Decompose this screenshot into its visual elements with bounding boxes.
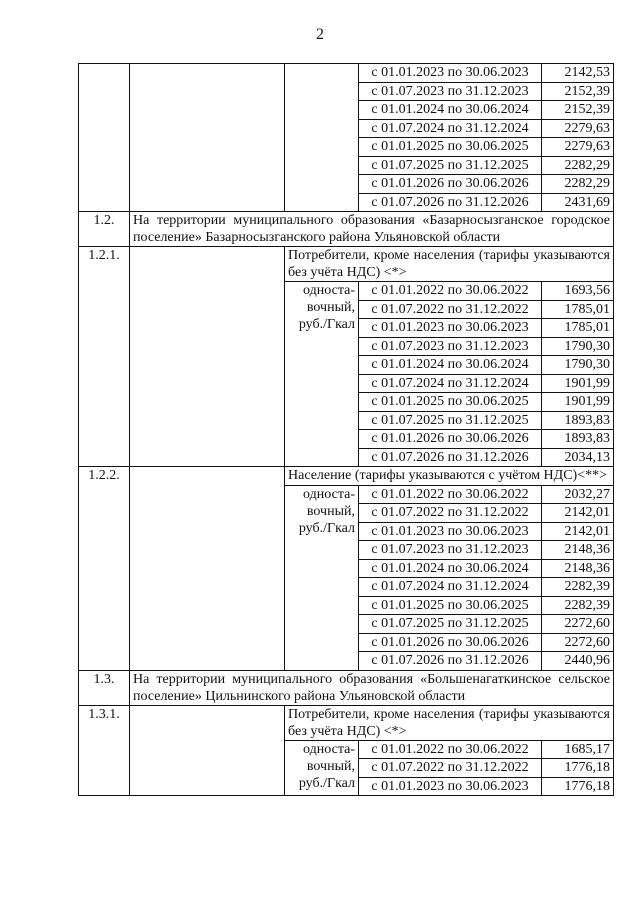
period-cell: с 01.01.2022 по 30.06.2022	[359, 485, 542, 504]
tariff-value-cell: 1893,83	[542, 430, 614, 449]
tariff-value-cell: 2282,29	[542, 156, 614, 175]
period-cell: с 01.07.2023 по 31.12.2023	[359, 541, 542, 560]
tariff-value-cell: 2034,13	[542, 448, 614, 467]
tariff-value-cell: 1685,17	[542, 740, 614, 759]
tariff-value-cell: 2272,60	[542, 633, 614, 652]
tariff-value-cell: 2279,63	[542, 138, 614, 157]
period-cell: с 01.01.2022 по 30.06.2022	[359, 282, 542, 301]
section-number: 1.3.	[79, 670, 130, 705]
tariff-value-cell: 2032,27	[542, 485, 614, 504]
period-cell: с 01.01.2022 по 30.06.2022	[359, 740, 542, 759]
period-cell: с 01.07.2024 по 31.12.2024	[359, 374, 542, 393]
section-territory: На территории муниципального образования «Большенагаткинское сельское поселение» Цильнинского района Ульяновской области	[130, 670, 614, 705]
group-header-row	[79, 247, 614, 282]
period-cell: с 01.07.2023 по 31.12.2023	[359, 82, 542, 101]
tariff-value-cell: 2279,63	[542, 119, 614, 138]
tariff-table-body	[79, 64, 614, 796]
period-cell: с 01.07.2025 по 31.12.2025	[359, 156, 542, 175]
period-cell: с 01.07.2026 по 31.12.2026	[359, 652, 542, 671]
period-cell: с 01.07.2024 по 31.12.2024	[359, 578, 542, 597]
period-cell: с 01.01.2023 по 30.06.2023	[359, 319, 542, 338]
consumer-group-label: Потребители, кроме населения (тарифы указываются без учёта НДС) <*>	[285, 705, 614, 740]
page-number: 2	[316, 26, 324, 43]
tariff-value-cell: 2148,36	[542, 541, 614, 560]
period-cell: с 01.07.2022 по 31.12.2022	[359, 504, 542, 523]
blank-organization-cell	[130, 467, 285, 671]
group-header-row	[79, 467, 614, 486]
tariff-value-cell: 2282,29	[542, 175, 614, 194]
period-cell: с 01.01.2026 по 30.06.2026	[359, 633, 542, 652]
unit-cell: односта-вочный, руб./Гкал	[285, 485, 359, 670]
period-cell: с 01.01.2025 по 30.06.2025	[359, 393, 542, 412]
unit-cell: односта-вочный, руб./Гкал	[285, 740, 359, 796]
period-cell: с 01.01.2026 по 30.06.2026	[359, 175, 542, 194]
section-number: 1.2.	[79, 212, 130, 247]
blank-organization-cell	[130, 705, 285, 796]
blank-organization-cell	[130, 64, 285, 212]
period-cell: с 01.07.2026 по 31.12.2026	[359, 448, 542, 467]
tariff-value-cell: 2152,39	[542, 101, 614, 120]
consumer-group-label: Потребители, кроме населения (тарифы указываются без учёта НДС) <*>	[285, 247, 614, 282]
tariff-value-cell: 2440,96	[542, 652, 614, 671]
period-cell: с 01.01.2024 по 30.06.2024	[359, 101, 542, 120]
tariff-value-cell: 1901,99	[542, 393, 614, 412]
period-cell: с 01.07.2025 по 31.12.2025	[359, 615, 542, 634]
section-row	[79, 670, 614, 705]
period-cell: с 01.07.2022 по 31.12.2022	[359, 759, 542, 778]
tariff-value-cell: 2282,39	[542, 596, 614, 615]
group-number: 1.3.1.	[79, 705, 130, 796]
tariff-value-cell: 1693,56	[542, 282, 614, 301]
period-cell: с 01.01.2023 по 30.06.2023	[359, 64, 542, 83]
tariff-table	[78, 63, 614, 796]
period-cell: с 01.01.2025 по 30.06.2025	[359, 596, 542, 615]
tariff-value-cell: 1776,18	[542, 759, 614, 778]
tariff-value-cell: 2282,39	[542, 578, 614, 597]
unit-cell: односта-вочный, руб./Гкал	[285, 282, 359, 467]
period-cell: с 01.07.2025 по 31.12.2025	[359, 411, 542, 430]
blank-number-cell	[79, 64, 130, 212]
tariff-value-cell: 2431,69	[542, 193, 614, 212]
tariff-value-cell: 1785,01	[542, 300, 614, 319]
tariff-value-cell: 2148,36	[542, 559, 614, 578]
tariff-value-cell: 1776,18	[542, 777, 614, 796]
tariff-value-cell: 2142,53	[542, 64, 614, 83]
period-cell: с 01.07.2023 по 31.12.2023	[359, 337, 542, 356]
tariff-value-cell: 1901,99	[542, 374, 614, 393]
tariff-value-cell: 2152,39	[542, 82, 614, 101]
table-row	[79, 64, 614, 83]
tariff-value-cell: 2142,01	[542, 522, 614, 541]
blank-unit-cell	[285, 64, 359, 212]
tariff-value-cell: 1785,01	[542, 319, 614, 338]
consumer-group-label: Население (тарифы указываются с учётом НДС)<**>	[285, 467, 614, 486]
period-cell: с 01.01.2025 по 30.06.2025	[359, 138, 542, 157]
period-cell: с 01.01.2024 по 30.06.2024	[359, 559, 542, 578]
blank-organization-cell	[130, 247, 285, 467]
group-header-row	[79, 705, 614, 740]
tariff-value-cell: 1893,83	[542, 411, 614, 430]
period-cell: с 01.07.2026 по 31.12.2026	[359, 193, 542, 212]
period-cell: с 01.07.2024 по 31.12.2024	[359, 119, 542, 138]
period-cell: с 01.01.2024 по 30.06.2024	[359, 356, 542, 375]
period-cell: с 01.01.2026 по 30.06.2026	[359, 430, 542, 449]
tariff-value-cell: 2272,60	[542, 615, 614, 634]
tariff-value-cell: 1790,30	[542, 356, 614, 375]
period-cell: с 01.01.2023 по 30.06.2023	[359, 522, 542, 541]
tariff-value-cell: 2142,01	[542, 504, 614, 523]
tariff-value-cell: 1790,30	[542, 337, 614, 356]
group-number: 1.2.2.	[79, 467, 130, 671]
period-cell: с 01.01.2023 по 30.06.2023	[359, 777, 542, 796]
section-territory: На территории муниципального образования «Базарносызганское городское поселение» Базарносызганского района Ульяновской области	[130, 212, 614, 247]
section-row	[79, 212, 614, 247]
group-number: 1.2.1.	[79, 247, 130, 467]
period-cell: с 01.07.2022 по 31.12.2022	[359, 300, 542, 319]
